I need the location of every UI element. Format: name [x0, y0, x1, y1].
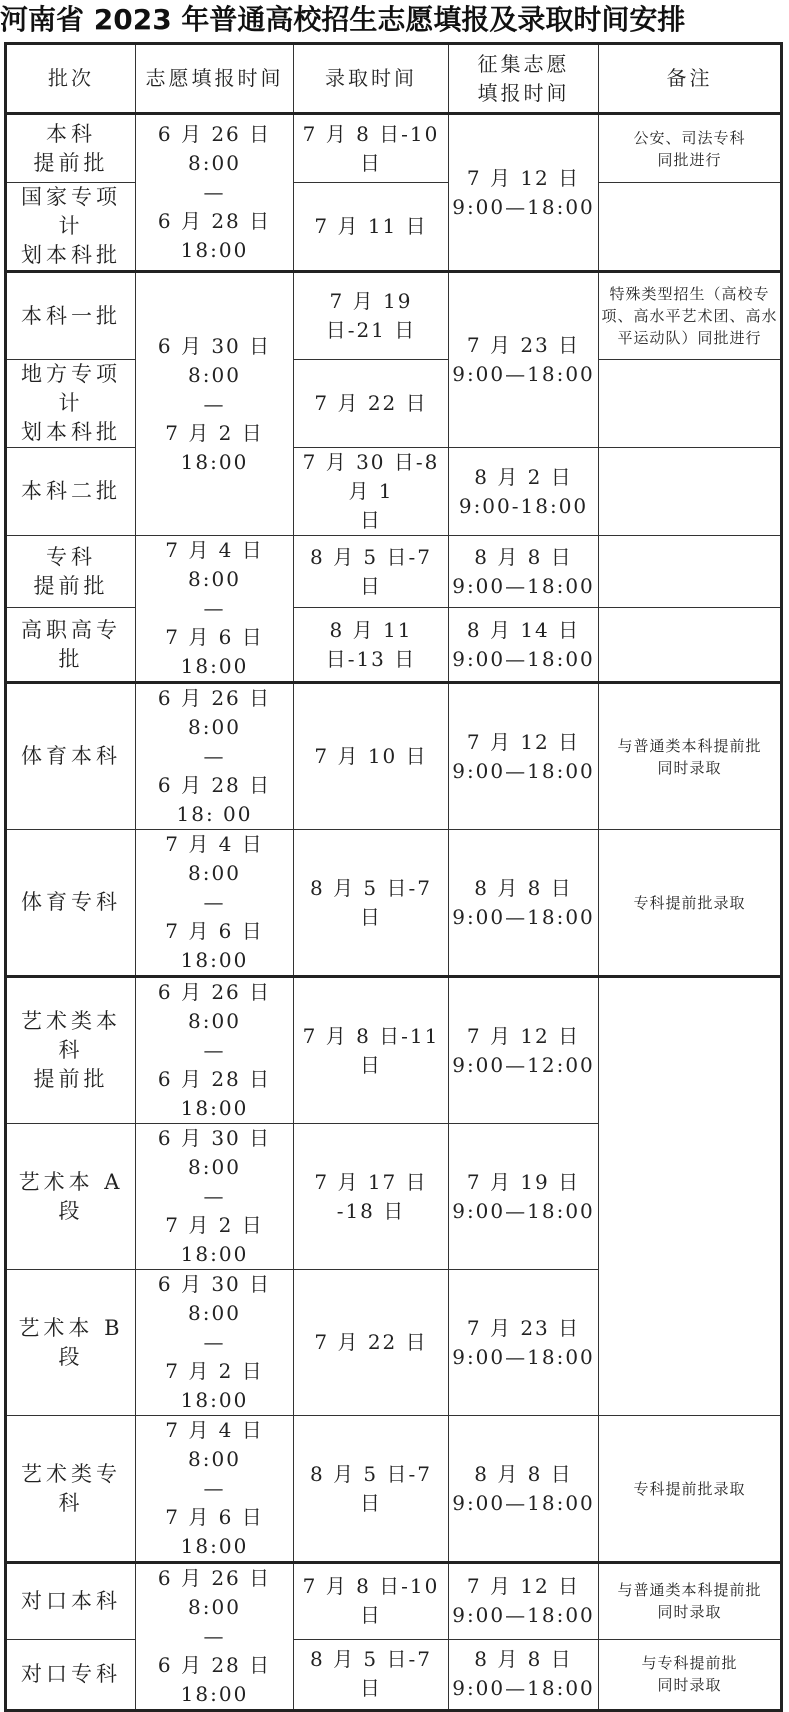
fill-time-cell: 6 月 26 日 8:00 — 6 月 28 日 18:00 [136, 114, 294, 272]
batch-cell: 艺术类本科 提前批 [6, 977, 136, 1124]
batch-cell: 艺术本 A 段 [6, 1124, 136, 1270]
admit-time-cell: 7 月 8 日-10 日 [294, 1563, 449, 1640]
collect-time-cell: 7 月 12 日 9:00—18:00 [449, 114, 599, 272]
batch-cell: 专科 提前批 [6, 536, 136, 608]
collect-time-cell: 7 月 23 日 9:00—18:00 [449, 1270, 599, 1416]
header-collect-time: 征集志愿 填报时间 [449, 44, 599, 114]
admit-time-cell: 7 月 8 日-10 日 [294, 114, 449, 183]
table-row [6, 608, 782, 683]
table-row [6, 272, 782, 360]
note-cell: 与普通类本科提前批 同时录取 [599, 1563, 782, 1640]
note-cell [599, 448, 782, 536]
batch-cell: 本科二批 [6, 448, 136, 536]
collect-time-cell: 7 月 12 日 9:00—18:00 [449, 683, 599, 830]
fill-time-cell: 6 月 26 日 8:00 — 6 月 28 日 18: 00 [136, 683, 294, 830]
collect-time-cell: 8 月 8 日 9:00—18:00 [449, 1416, 599, 1563]
fill-time-cell: 6 月 30 日 8:00 — 7 月 2 日 18:00 [136, 1270, 294, 1416]
batch-cell: 地方专项计 划本科批 [6, 360, 136, 448]
collect-time-cell: 8 月 8 日 9:00—18:00 [449, 830, 599, 977]
page-title: 河南省 2023 年普通高校招生志愿填报及录取时间安排 [0, 3, 686, 36]
admission-schedule-table [4, 42, 783, 1712]
batch-cell: 艺术本 B 段 [6, 1270, 136, 1416]
fill-time-cell: 7 月 4 日 8:00 — 7 月 6 日 18:00 [136, 1416, 294, 1563]
table-row [6, 183, 782, 272]
admit-time-cell: 7 月 30 日-8 月 1 日 [294, 448, 449, 536]
header-fill-time: 志愿填报时间 [136, 44, 294, 114]
note-cell [599, 183, 782, 272]
collect-time-cell: 7 月 19 日 9:00—18:00 [449, 1124, 599, 1270]
admit-time-cell: 8 月 5 日-7 日 [294, 1416, 449, 1563]
fill-time-cell: 6 月 30 日 8:00 — 7 月 2 日 18:00 [136, 272, 294, 536]
batch-cell: 对口本科 [6, 1563, 136, 1640]
header-batch: 批次 [6, 44, 136, 114]
table-row [6, 830, 782, 977]
fill-time-cell: 6 月 26 日 8:00 — 6 月 28 日 18:00 [136, 977, 294, 1124]
table-row [6, 114, 782, 183]
batch-cell: 对口专科 [6, 1639, 136, 1710]
table-row [6, 536, 782, 608]
table-row [6, 683, 782, 830]
admit-time-cell: 8 月 11 日-13 日 [294, 608, 449, 683]
batch-cell: 本科一批 [6, 272, 136, 360]
collect-time-cell: 8 月 8 日 9:00—18:00 [449, 1639, 599, 1710]
collect-time-cell: 8 月 2 日 9:00-18:00 [449, 448, 599, 536]
table-row [6, 1639, 782, 1710]
batch-cell: 艺术类专科 [6, 1416, 136, 1563]
fill-time-cell: 7 月 4 日 8:00 — 7 月 6 日 18:00 [136, 830, 294, 977]
batch-cell: 国家专项计 划本科批 [6, 183, 136, 272]
admit-time-cell: 7 月 22 日 [294, 1270, 449, 1416]
admit-time-cell: 7 月 8 日-11 日 [294, 977, 449, 1124]
header-note: 备注 [599, 44, 782, 114]
collect-time-cell: 7 月 12 日 9:00—18:00 [449, 1563, 599, 1640]
collect-time-cell: 7 月 23 日 9:00—18:00 [449, 272, 599, 448]
collect-time-cell: 7 月 12 日 9:00—12:00 [449, 977, 599, 1124]
note-cell: 专科提前批录取 [599, 830, 782, 977]
fill-time-cell: 6 月 26 日 8:00 — 6 月 28 日 18:00 [136, 1563, 294, 1711]
table-header-row [6, 44, 782, 114]
batch-cell: 高职高专批 [6, 608, 136, 683]
batch-cell: 本科 提前批 [6, 114, 136, 183]
note-cell: 专科提前批录取 [599, 1416, 782, 1563]
note-cell [599, 608, 782, 683]
note-cell: 与普通类本科提前批 同时录取 [599, 683, 782, 830]
admit-time-cell: 8 月 5 日-7 日 [294, 536, 449, 608]
note-cell: 与专科提前批 同时录取 [599, 1639, 782, 1710]
table-row [6, 977, 782, 1124]
collect-time-cell: 8 月 14 日 9:00—18:00 [449, 608, 599, 683]
note-cell: 公安、司法专科 同批进行 [599, 114, 782, 183]
note-cell [599, 360, 782, 448]
admit-time-cell: 7 月 19 日-21 日 [294, 272, 449, 360]
admit-time-cell: 7 月 10 日 [294, 683, 449, 830]
batch-cell: 体育专科 [6, 830, 136, 977]
fill-time-cell: 7 月 4 日 8:00 — 7 月 6 日 18:00 [136, 536, 294, 683]
header-admit-time: 录取时间 [294, 44, 449, 114]
admit-time-cell: 8 月 5 日-7 日 [294, 830, 449, 977]
table-row [6, 1563, 782, 1640]
table-row [6, 360, 782, 448]
batch-cell: 体育本科 [6, 683, 136, 830]
admit-time-cell: 8 月 5 日-7 日 [294, 1639, 449, 1710]
table-row [6, 448, 782, 536]
admit-time-cell: 7 月 11 日 [294, 183, 449, 272]
note-cell: 特殊类型招生（高校专项、高水平艺术团、高水平运动队）同批进行 [599, 272, 782, 360]
admit-time-cell: 7 月 22 日 [294, 360, 449, 448]
collect-time-cell: 8 月 8 日 9:00—18:00 [449, 536, 599, 608]
note-cell [599, 536, 782, 608]
note-cell [599, 977, 782, 1416]
fill-time-cell: 6 月 30 日 8:00 — 7 月 2 日 18:00 [136, 1124, 294, 1270]
admit-time-cell: 7 月 17 日 -18 日 [294, 1124, 449, 1270]
table-row [6, 1416, 782, 1563]
